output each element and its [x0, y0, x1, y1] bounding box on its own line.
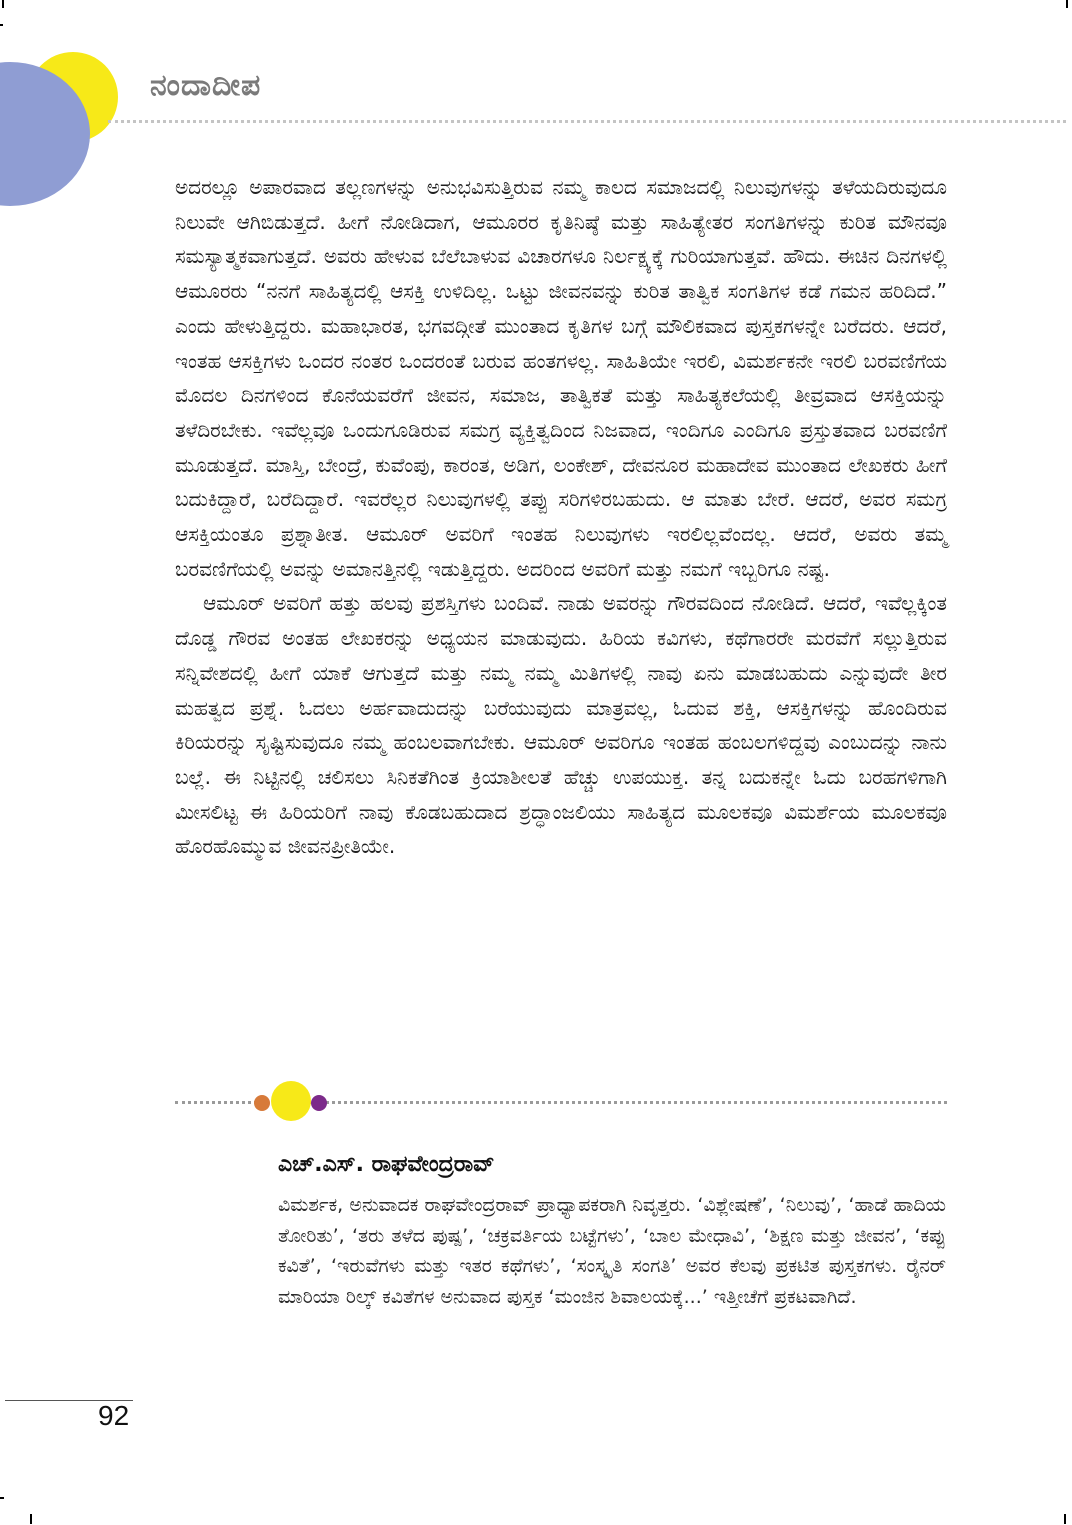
crop-mark-bottom-left-v: [30, 1514, 32, 1524]
paragraph-2: ಆಮೂರ್ ಅವರಿಗೆ ಹತ್ತು ಹಲವು ಪ್ರಶಸ್ತಿಗಳು ಬಂದಿವೆ. ನಾಡು ಅವರನ್ನು ಗೌರವದಿಂದ ನೋಡಿದೆ. ಆದರೆ, ಇವೆಲ್ಲಕ್ಕಿಂತ ದೊಡ್ಡ ಗೌರವ ಅಂತಹ ಲೇಖಕರನ್ನು ಅಧ್ಯಯನ ಮಾಡುವುದು. ಹಿರಿಯ ಕವಿಗಳು, ಕಥೆಗಾರರೇ ಮರವೆಗೆ ಸಲ್ಲುತ್ತಿರುವ ಸನ್ನಿವೇಶದಲ್ಲಿ ಹೀಗೆ ಯಾಕೆ ಆಗುತ್ತದೆ ಮತ್ತು ನಮ್ಮ ನಮ್ಮ ಮಿತಿಗಳಲ್ಲಿ ನಾವು ಏನು ಮಾಡಬಹುದು ಎನ್ನುವುದೇ ತೀರ ಮಹತ್ವದ ಪ್ರಶ್ನೆ. ಓದಲು ಅರ್ಹವಾದುದನ್ನು ಬರೆಯುವುದು ಮಾತ್ರವಲ್ಲ, ಓದುವ ಶಕ್ತಿ, ಆಸಕ್ತಿಗಳನ್ನು ಹೊಂದಿರುವ ಕಿರಿಯರನ್ನು ಸೃಷ್ಟಿಸುವುದೂ ನಮ್ಮ ಹಂಬಲವಾಗಬೇಕು. ಆಮೂರ್ ಅವರಿಗೂ ಇಂತಹ ಹಂಬಲಗಳಿದ್ದವು ಎಂಬುದನ್ನು ನಾನು ಬಲ್ಲೆ. ಈ ನಿಟ್ಟಿನಲ್ಲಿ ಚಲಿಸಲು ಸಿನಿಕತೆಗಿಂತ ಕ್ರಿಯಾಶೀಲತೆ ಹೆಚ್ಚು ಉಪಯುಕ್ತ. ತನ್ನ ಬದುಕನ್ನೇ ಓದು ಬರಹಗಳಿಗಾಗಿ ಮೀಸಲಿಟ್ಟ ಈ ಹಿರಿಯರಿಗೆ ನಾವು ಕೊಡಬಹುದಾದ ಶ್ರದ್ಧಾಂಜಲಿಯು ಸಾಹಿತ್ಯದ ಮೂಲಕವೂ ವಿಮರ್ಶೆಯ ಮೂಲಕವೂ ಹೊರಹೊಮ್ಮುವ ಜೀವನಪ್ರೀತಿಯೇ.: [175, 591, 947, 859]
header-dotted-rule: [108, 120, 1066, 123]
paragraph-1: ಅದರಲ್ಲೂ ಅಪಾರವಾದ ತಲ್ಲಣಗಳನ್ನು ಅನುಭವಿಸುತ್ತಿರುವ ನಮ್ಮ ಕಾಲದ ಸಮಾಜದಲ್ಲಿ ನಿಲುವುಗಳನ್ನು ತಳೆಯದಿರುವುದೂ ನಿಲುವೇ ಆಗಿಬಿಡುತ್ತದೆ. ಹೀಗೆ ನೋಡಿದಾಗ, ಆಮೂರರ ಕೃತಿನಿಷ್ಠೆ ಮತ್ತು ಸಾಹಿತ್ಯೇತರ ಸಂಗತಿಗಳನ್ನು ಕುರಿತ ಮೌನವೂ ಸಮಸ್ಯಾತ್ಮಕವಾಗುತ್ತದೆ. ಅವರು ಹೇಳುವ ಬೆಲೆಬಾಳುವ ವಿಚಾರಗಳೂ ನಿರ್ಲಕ್ಷ್ಯಕ್ಕೆ ಗುರಿಯಾಗುತ್ತವೆ. ಹೌದು. ಈಚಿನ ದಿನಗಳಲ್ಲಿ ಆಮೂರರು “ನನಗೆ ಸಾಹಿತ್ಯದಲ್ಲಿ ಆಸಕ್ತಿ ಉಳಿದಿಲ್ಲ. ಒಟ್ಟು ಜೀವನವನ್ನು ಕುರಿತ ತಾತ್ವಿಕ ಸಂಗತಿಗಳ ಕಡೆ ಗಮನ ಹರಿದಿದೆ.” ಎಂದು ಹೇಳುತ್ತಿದ್ದರು. ಮಹಾಭಾರತ, ಭಗವದ್ಗೀತೆ ಮುಂತಾದ ಕೃತಿಗಳ ಬಗ್ಗೆ ಮೌಲಿಕವಾದ ಪುಸ್ತಕಗಳನ್ನೇ ಬರೆದರು. ಆದರೆ, ಇಂತಹ ಆಸಕ್ತಿಗಳು ಒಂದರ ನಂತರ ಒಂದರಂತೆ ಬರುವ ಹಂತಗಳಲ್ಲ. ಸಾಹಿತಿಯೇ ಇರಲಿ, ವಿಮರ್ಶಕನೇ ಇರಲಿ ಬರವಣಿಗೆಯ ಮೊದಲ ದಿನಗಳಿಂದ ಕೊನೆಯವರೆಗೆ ಜೀವನ, ಸಮಾಜ, ತಾತ್ವಿಕತೆ ಮತ್ತು ಸಾಹಿತ್ಯಕಲೆಯಲ್ಲಿ ತೀವ್ರವಾದ ಆಸಕ್ತಿಯನ್ನು ತಳೆದಿರಬೇಕು. ಇವೆಲ್ಲವೂ ಒಂದುಗೂಡಿರುವ ಸಮಗ್ರ ವ್ಯಕ್ತಿತ್ವದಿಂದ ನಿಜವಾದ, ಇಂದಿಗೂ ಎಂದಿಗೂ ಪ್ರಸ್ತುತವಾದ ಬರವಣಿಗೆ ಮೂಡುತ್ತದೆ. ಮಾಸ್ತಿ, ಬೇಂದ್ರೆ, ಕುವೆಂಪು, ಕಾರಂತ, ಅಡಿಗ, ಲಂಕೇಶ್, ದೇವನೂರ ಮಹಾದೇವ ಮುಂತಾದ ಲೇಖಕರು ಹೀಗೆ ಬದುಕಿದ್ದಾರೆ, ಬರೆದಿದ್ದಾರೆ. ಇವರೆಲ್ಲರ ನಿಲುವುಗಳಲ್ಲಿ ತಪ್ಪು ಸರಿಗಳಿರಬಹುದು. ಆ ಮಾತು ಬೇರೆ. ಆದರೆ, ಅವರ ಸಮಗ್ರ ಆಸಕ್ತಿಯಂತೂ ಪ್ರಶ್ನಾತೀತ. ಆಮೂರ್ ಅವರಿಗೆ ಇಂತಹ ನಿಲುವುಗಳು ಇರಲಿಲ್ಲವೆಂದಲ್ಲ. ಆದರೆ, ಅವರು ತಮ್ಮ ಬರವಣಿಗೆಯಲ್ಲಿ ಅವನ್ನು ಅಮಾನತ್ತಿನಲ್ಲಿ ಇಡುತ್ತಿದ್ದರು. ಅದರಿಂದ ಅವರಿಗೆ ಮತ್ತು ನಮಗೆ ಇಬ್ಬರಿಗೂ ನಷ್ಟ.: [175, 175, 947, 581]
header-title: ನಂದಾದೀಪ: [150, 68, 262, 103]
page-number: 92: [98, 1400, 130, 1431]
crop-mark-bottom-right: [1064, 1514, 1066, 1524]
crop-mark-top-left-h: [0, 24, 3, 26]
divider-purple-dot: [311, 1095, 327, 1111]
author-bio: ವಿಮರ್ಶಕ, ಅನುವಾದಕ ರಾಘವೇಂದ್ರರಾವ್ ಪ್ರಾಧ್ಯಾಪಕರಾಗಿ ನಿವೃತ್ತರು. ‘ವಿಶ್ಲೇಷಣೆ’, ‘ನಿಲುವು’, ‘ಹಾಡೆ ಹಾದಿಯ ತೋರಿತು’, ‘ತರು ತಳೆದ ಪುಷ್ಪ’, ‘ಚಕ್ರವರ್ತಿಯ ಬಟ್ಟೆಗಳು’, ‘ಬಾಲ ಮೇಧಾವಿ’, ‘ಶಿಕ್ಷಣ ಮತ್ತು ಜೀವನ’, ‘ಕಪ್ಪು ಕವಿತೆ’, ‘ಇರುವೆಗಳು ಮತ್ತು ಇತರ ಕಥೆಗಳು’, ‘ಸಂಸ್ಕೃತಿ ಸಂಗತಿ’ ಅವರ ಕೆಲವು ಪ್ರಕಟಿತ ಪುಸ್ತಕಗಳು. ರೈನರ್ ಮಾರಿಯಾ ರಿಲ್ಕ್ ಕವಿತೆಗಳ ಅನುವಾದ ಪುಸ್ತಕ ‘ಮಂಜಿನ ಶಿವಾಲಯಕ್ಕೆ...’ ಇತ್ತೀಚೆಗೆ ಪ್ರಕಟವಾಗಿದೆ.: [278, 1194, 946, 1308]
divider-orange-dot: [254, 1095, 270, 1111]
divider-yellow-dot: [271, 1081, 311, 1121]
crop-mark-top-left: [2, 0, 4, 8]
crop-mark-top-right: [1066, 0, 1068, 8]
article-body: [175, 170, 947, 864]
crop-mark-bottom-left: [0, 1497, 4, 1499]
author-name: ಎಚ್.ಎಸ್. ರಾಘವೇಂದ್ರರಾವ್: [278, 1152, 495, 1177]
